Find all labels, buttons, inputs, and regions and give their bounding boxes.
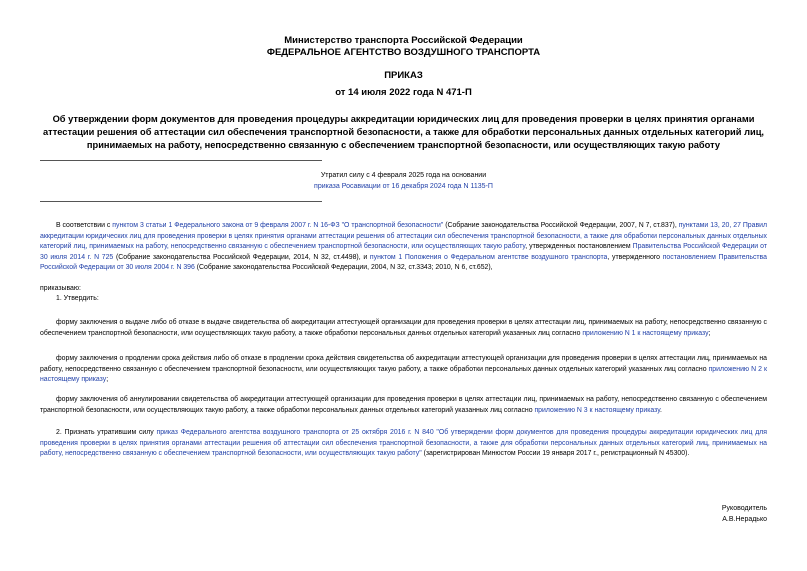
- form-2-text: форму заключения о продлении срока действия либо об отказе в продлении срока действия свидетельства об аккредитации аттестующей организации для проведения проверки в целях аттестации лиц, принимаемых на работу, непосредственно связанную с обеспечением транспортной безопасности, или осуществляющих такую работу, а также обработки персональных данных отдельных категорий указанных лиц согласно: [40, 355, 767, 373]
- preamble-text-4: (Собрание законодательства Российской Федерации, 2014, N 32, ст.4498), и: [113, 253, 370, 261]
- item-2-end: (зарегистрирован Минюстом России 19 января 2017 г., регистрационный N 45300).: [421, 450, 690, 458]
- divider-top: [40, 160, 322, 161]
- link-government-decree-725[interactable]: Правительства Российской Федерации от 30 июля 2014 г. N 725: [40, 243, 767, 261]
- form-1-end: ;: [708, 329, 711, 337]
- preamble-text-1: В соответствии с: [56, 222, 113, 229]
- link-appendix-3[interactable]: приложению N 3 к настоящему приказу: [534, 406, 660, 414]
- form-1-paragraph: [40, 318, 767, 339]
- link-government-decree-396[interactable]: постановлением Правительства Российской Федерации от 30 июля 2004 г. N 396: [40, 253, 767, 272]
- item-2-paragraph: [40, 428, 767, 460]
- order-word: приказываю:: [40, 285, 81, 292]
- signatory-role: Руководитель: [721, 505, 767, 512]
- document-date-number: от 14 июля 2022 года N 471-П: [335, 87, 472, 98]
- link-law-16fz[interactable]: пунктом 3 статьи 1 Федерального закона от 9 февраля 2007 г. N 16-ФЗ "О транспортной безопасности": [112, 222, 444, 229]
- ministry-name: Министерство транспорта Российской Федерации: [284, 35, 523, 46]
- form-1-text: форму заключения о выдаче либо об отказе в выдаче свидетельства об аккредитации аттестующей организации для проведения проверки в целях аттестации лиц, принимаемых на работу, непосредственно связанную с обеспечением транспортной безопасности, или осуществляющих такую работу, а также обработки персональных данных отдельных категорий указанных лиц согласно: [40, 319, 767, 337]
- preamble-text-3: , утвержденных постановлением: [525, 243, 633, 251]
- item-1-label: 1. Утвердить:: [56, 295, 99, 302]
- item-2-text: 2. Признать утратившим силу: [56, 429, 157, 436]
- signatory-name: А.В.Нерадько: [722, 516, 767, 523]
- preamble-text-2: (Собрание законодательства Российской Федерации, 2007, N 7, ст.837),: [443, 222, 679, 229]
- document-type: ПРИКАЗ: [384, 70, 423, 81]
- preamble-text-6: (Собрание законодательства Российской Федерации, 2004, N 32, ст.3343; 2010, N 6, ст.652),: [194, 264, 493, 272]
- link-accreditation-rules[interactable]: пунктами 13, 20, 27 Правил аккредитации юридических лиц для проведения проверки в целях принятия органами аттестации решения об аттестации сил обеспечения транспортной безопасности, а также для обработки персональных данных отдельных категорий лиц, принимаемых на работу, непосредственно связанную с обеспечением транспортной безопасности, или осуществляющих такую работу: [40, 222, 767, 251]
- agency-name: ФЕДЕРАЛЬНОЕ АГЕНТСТВО ВОЗДУШНОГО ТРАНСПОРТА: [266, 47, 541, 58]
- form-3-text: форму заключения об аннулировании свидетельства об аккредитации аттестующей организации для проведения проверки в целях аттестации лиц, принимаемых на работу, непосредственно связанную с обеспечением транспортной безопасности, или осуществляющих такую работу, а также обработки персональных данных отдельных категорий указанных лиц согласно: [40, 396, 767, 414]
- link-appendix-1[interactable]: приложению N 1 к настоящему приказу: [582, 329, 709, 337]
- revocation-link-line: [0, 183, 807, 190]
- preamble-paragraph: [40, 221, 767, 274]
- form-3-paragraph: [40, 395, 767, 416]
- form-3-end: .: [659, 406, 662, 414]
- revocation-note: Утратил силу с 4 февраля 2025 года на основании: [320, 172, 487, 179]
- revocation-link[interactable]: приказа Росавиации от 16 декабря 2024 года N 1135-П: [314, 183, 493, 190]
- document-title: Об утверждении форм документов для проведения процедуры аккредитации юридических лиц для проведения проверки в целях принятия органами аттестации решения об аттестации сил обеспечения транспортной безопасности, а также для обработки персональных данных отдельных категорий лиц, принимаемых на работу, непосредственно связанную с обеспечением транспортной безопасности, или осуществляющих такую работу: [42, 114, 764, 150]
- divider-bottom: [40, 201, 322, 202]
- link-agency-regulation[interactable]: пунктом 1 Положения о Федеральном агентстве воздушного транспорта: [369, 253, 608, 261]
- link-appendix-2[interactable]: приложению N 2 к настоящему приказу: [40, 365, 767, 384]
- link-order-840[interactable]: приказ Федерального агентства воздушного транспорта от 25 октября 2016 г. N 840 "Об утверждении форм документов для проведения процедуры аккредитации юридических лиц для проведения проверки в целях принятия органами аттестации решения об аттестации сил обеспечения транспортной безопасности, а также для обработки персональных данных отдельных категорий лиц, принимаемых на работу, непосредственно связанную с обеспечением транспортной безопасности, или осуществляющих такую работу": [40, 429, 767, 458]
- preamble-text-5: , утвержденного: [607, 253, 663, 261]
- signature-block: [722, 503, 767, 525]
- form-2-end: ;: [106, 376, 109, 384]
- form-2-paragraph: [40, 354, 767, 386]
